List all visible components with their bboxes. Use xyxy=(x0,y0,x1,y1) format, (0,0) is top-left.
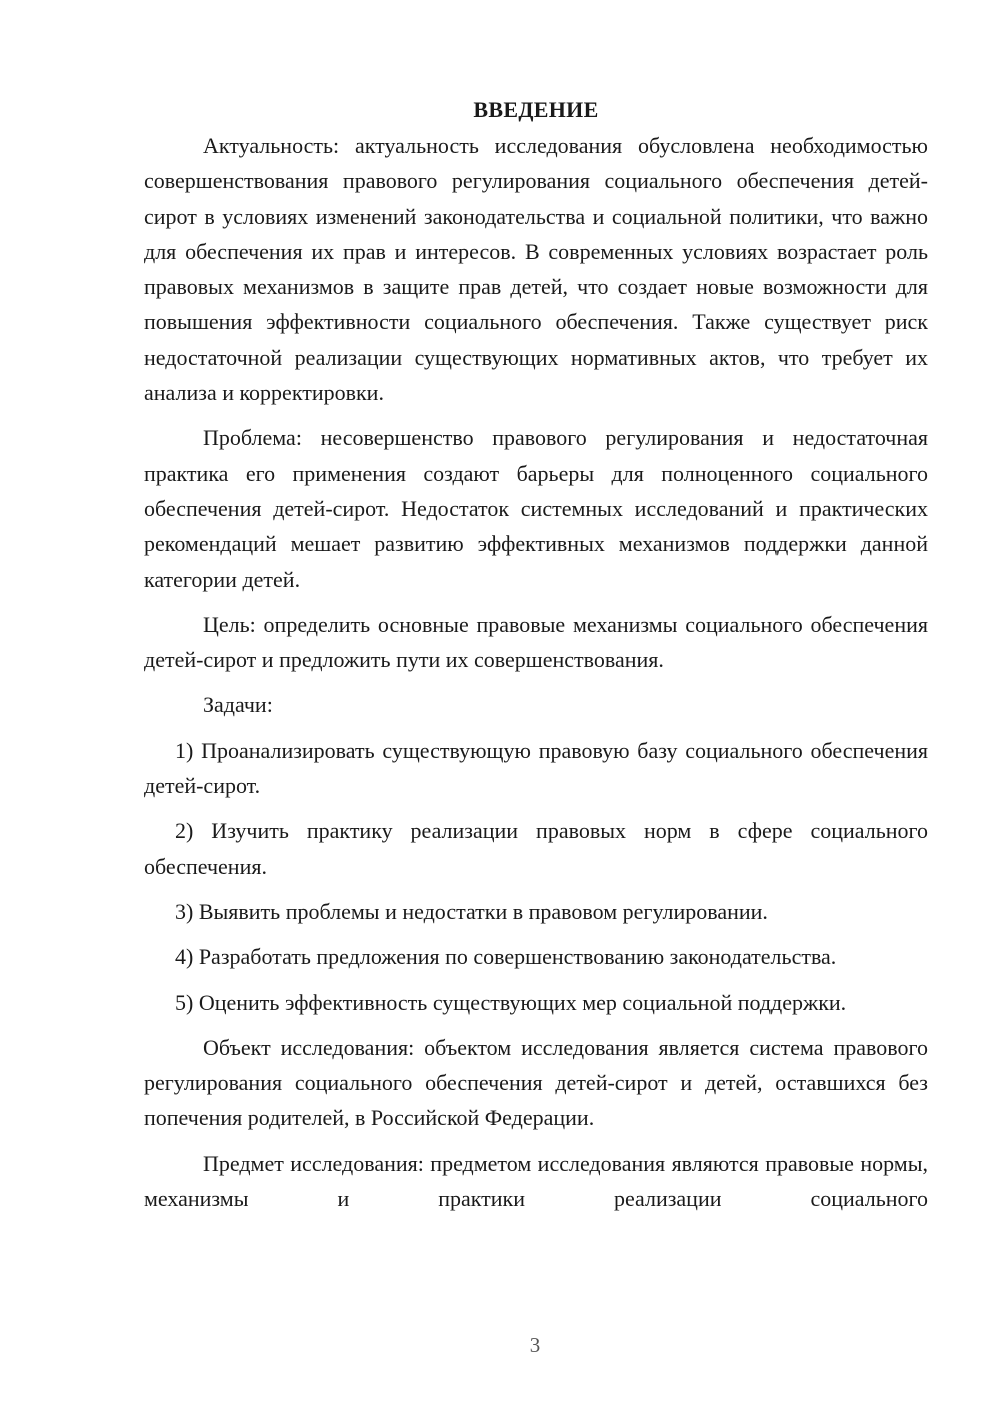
section-title: ВВЕДЕНИЕ xyxy=(473,97,599,122)
paragraph-relevance: Актуальность: актуальность исследования обусловлена необходимостью совершенствования правового регулирования социального обеспечения детей-сирот в условиях изменений законодательства и социальной политики, что важно для обеспечения их прав и интересов. В современных условиях возрастает роль правовых механизмов в защите прав детей, что создает новые возможности для повышения эффективности социального обеспечения. Также существует риск недостаточной реализации существующих нормативных актов, что требует их анализа и корректировки. xyxy=(144,133,928,406)
task-item-3: 3) Выявить проблемы и недостатки в правовом регулировании. xyxy=(175,898,768,924)
task-item-1: 1) Проанализировать существующую правовую базу социального обеспечения детей-сирот. xyxy=(144,737,928,799)
paragraph-subject: Предмет исследования: предметом исследования являются правовые нормы, механизмы и практики реализации социального xyxy=(144,1150,928,1212)
task-item-5: 5) Оценить эффективность существующих мер социальной поддержки. xyxy=(175,989,847,1015)
paragraph-problem: Проблема: несовершенство правового регулирования и недостаточная практика его применения создают барьеры для полноценного социального обеспечения детей-сирот. Недостаток системных исследований и практических рекомендаций мешает развитию эффективных механизмов поддержки данной категории детей. xyxy=(144,425,928,592)
page-number: 3 xyxy=(529,1333,541,1357)
task-item-2: 2) Изучить практику реализации правовых норм в сфере социального обеспечения. xyxy=(144,818,928,879)
document-page xyxy=(144,92,928,1226)
task-item-4: 4) Разработать предложения по совершенствованию законодательства. xyxy=(175,944,837,970)
paragraph-goal: Цель: определить основные правовые механизмы социального обеспечения детей-сирот и предложить пути их совершенствования. xyxy=(144,611,928,673)
tasks-heading: Задачи: xyxy=(203,692,273,718)
paragraph-object: Объект исследования: объектом исследования является система правового регулирования социального обеспечения детей-сирот и детей, оставшихся без попечения родителей, в Российской Федерации. xyxy=(144,1034,928,1131)
